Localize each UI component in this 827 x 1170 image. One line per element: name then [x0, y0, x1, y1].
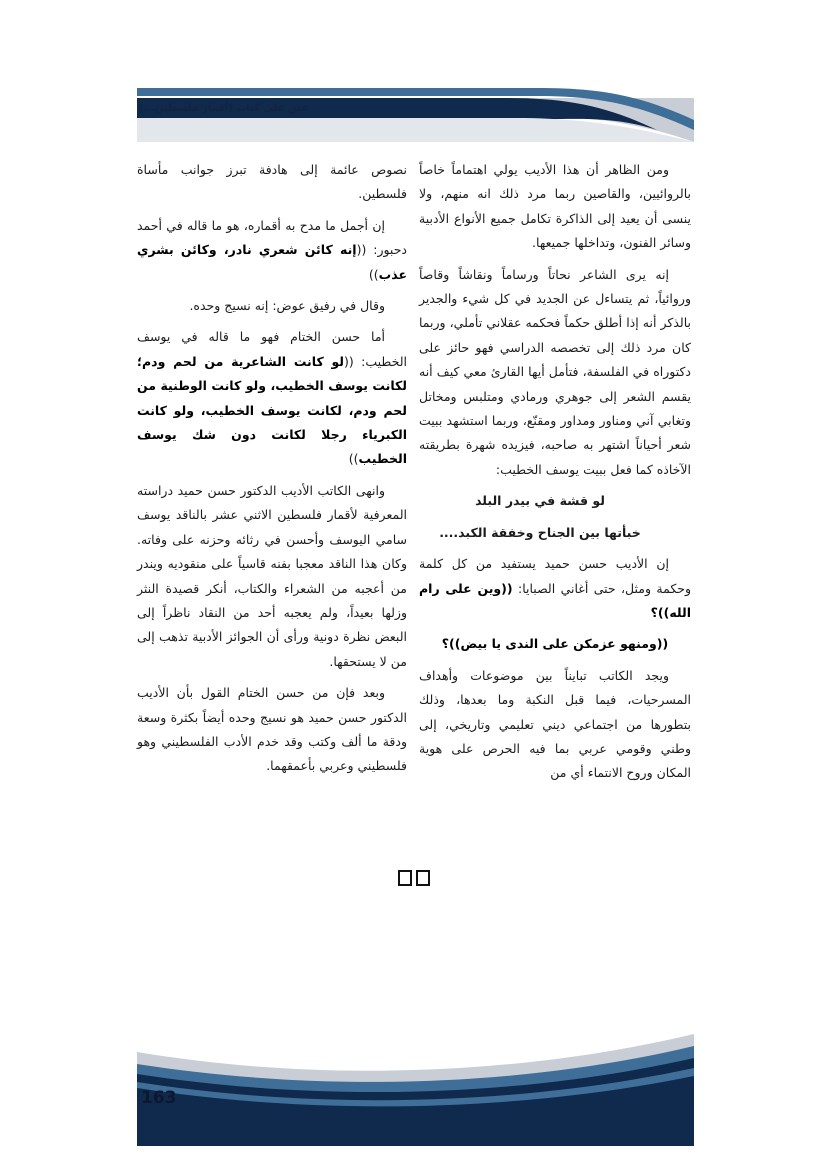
poem-line-1: لو قشة في بيدر البلد — [475, 493, 605, 509]
quote-1: ((وين على رام الله))؟ — [419, 580, 691, 620]
poem-line-2: خبأتها بين الجناح وخفقة الكبد.... — [439, 524, 641, 540]
right-paragraph-3 — [419, 552, 691, 625]
left-paragraph-3: وقال في رفيق عوض: إنه نسيج وحده. — [189, 298, 385, 314]
left-paragraph-4-close: )) — [348, 451, 359, 467]
right-column — [419, 158, 691, 793]
left-paragraph-2 — [137, 214, 407, 287]
left-paragraph-2-close: )) — [368, 266, 379, 282]
divider-ornament — [398, 870, 430, 886]
left-paragraph-6: وبعد فإن من حسن الختام القول بأن الأديب الدكتور حسن حميد هو نسيج وحده أيضاً بكثرة وسعة ودقة ما ألف وكتب وقد خدم الأدب الفلسطيني وهو فلسطيني وعربي بأعمقهما. — [137, 685, 407, 774]
quote-2: ((ومنهو عزمكن على الندى يا بيض))؟ — [441, 636, 669, 652]
header-title: عين على كتاب (أقمار فلسطين...) — [139, 103, 308, 114]
page-number: 163 — [141, 1088, 177, 1108]
footer-band — [137, 1030, 694, 1146]
left-paragraph-5: وانهى الكاتب الأديب الدكتور حسن حميد دراسته المعرفية لأقمار فلسطين الاثني عشر بالناقد يوسف سامي اليوسف وأحسن في رثائه وحزنه على وفاته. وكان هذا الناقد معجبا بفنه قاسياً على منقوديه ويندر من أعجبه من الشعراء والكتاب، أنكر قصيدة النثر وزلها بعيداً، ولم يعجبه أحد من النقاد ناظراً إلى البعض نظرة دونية ورأى أن الجوائز الأدبية تذهب إلى من لا يستحقها. — [137, 482, 407, 669]
quote-yousef-khatib: لو كانت الشاعرية من لحم ودم؛ لكانت يوسف الخطيب، ولو كانت الوطنية من لحم ودم، لكانت يوسف الخطيب، ولو كانت الكبرياء رجلا لكانت دون شك يوسف الخطيب — [137, 353, 407, 467]
left-paragraph-2-text: إن أجمل ما مدح به أقماره، هو ما قاله في أحمد دحبور: (( — [137, 217, 407, 258]
ornament-square — [398, 870, 412, 886]
right-paragraph-4: ويجد الكاتب تبايناً بين موضوعات وأهداف المسرحيات، فيما قبل النكبة وما بعدها، وذلك بتطورها من اجتماعي ديني تعليمي وتاريخي، إلى وطني وقومي عربي بما فيه الحرص على هوية المكان وروح الانتماء أي من — [419, 667, 691, 781]
quote-ahmad-dahbour: إنه كائن شعري نادر، وكائن بشري عذب — [137, 242, 407, 282]
right-paragraph-1: ومن الظاهر أن هذا الأديب يولي اهتماماً خاصاً بالروائيين، والقاصين ربما مرد ذلك انه منهم، ولا ينسى أن يعيد إلى الذاكرة تكامل جميع الأنواع الأدبية وسائر الفنون، وتداخلها جميعها. — [419, 162, 691, 251]
left-paragraph-4 — [137, 325, 407, 471]
left-paragraph-1: نصوص عائمة إلى هادفة تبرز جوانب مأساة فلسطين. — [137, 162, 407, 202]
left-column — [137, 158, 407, 786]
ornament-square — [416, 870, 430, 886]
right-paragraph-2: إنه يرى الشاعر نحاتاً ورساماً ونقاشاً وقاصاً وروائياً، ثم يتساءل عن الجديد في كل شيء والجدير بالذكر أنه إذا أطلق حكماً فحكمه عقلاني تأملي، وربما كان مرد ذلك إلى تخصصه الدراسي فهو حائز على دكتوراه في الفلسفة، فتأمل أيها القارئ معي كيف أنه يقسم الشعر إلى جوهري ورمادي ومتلبس ومخاتل وتغابي آني ومناور ومداور ومقنّع، وربما استشهد ببيت شعر أحياناً اشتهر به صاحبه، فيزيده شهرة بطريقته الآخاذه كما فعل ببيت يوسف الخطيب: — [419, 266, 691, 477]
right-paragraph-3-text: إن الأديب حسن حميد يستفيد من كل كلمة وحكمة ومثل، حتى أغاني الصبايا: — [419, 556, 691, 596]
left-paragraph-4-text: أما حسن الختام فهو ما قاله في يوسف الخطيب: (( — [137, 329, 408, 369]
